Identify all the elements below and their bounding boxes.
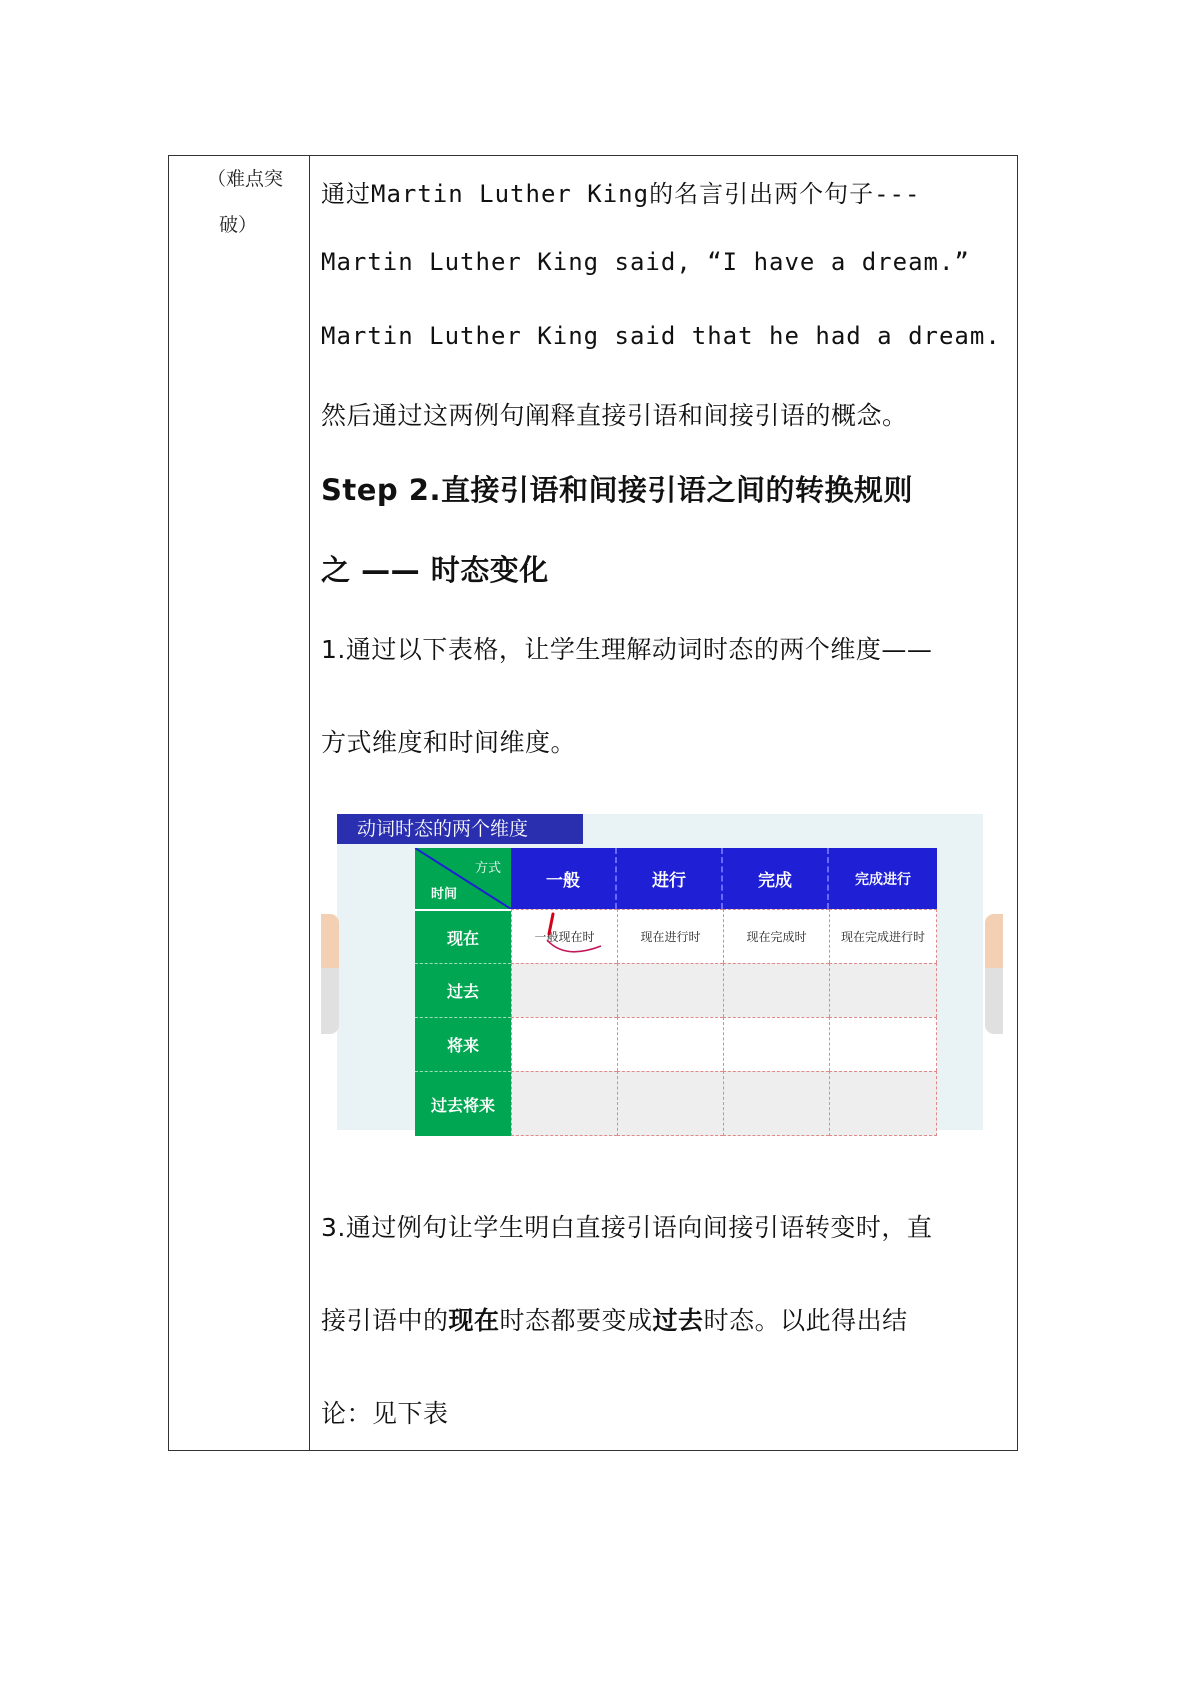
point3-line2 xyxy=(321,1301,908,1337)
step-heading-line2: 之 —— 时态变化 xyxy=(321,553,549,587)
cell-present-progressive: 现在进行时 xyxy=(617,909,723,963)
slide-title: 动词时态的两个维度 xyxy=(337,814,583,844)
cartoon-left-image xyxy=(321,914,339,1034)
point3-text: 时态都要变成 xyxy=(499,1306,653,1335)
concept-explanation: 然后通过这两例句阐释直接引语和间接引语的概念。 xyxy=(321,401,908,430)
cell-empty xyxy=(723,1071,829,1136)
indirect-speech-example: Martin Luther King said that he had a dream. xyxy=(321,322,1001,350)
corner-time-label: 时间 xyxy=(431,887,458,902)
row-header-past-future: 过去将来 xyxy=(415,1071,511,1136)
tense-dimensions-slide xyxy=(321,814,1003,1142)
tense-grid xyxy=(415,848,937,1136)
cell-empty xyxy=(617,963,723,1017)
red-pen-annotation xyxy=(525,910,645,970)
row-header-present: 现在 xyxy=(415,909,511,963)
direct-speech-example: Martin Luther King said, “I have a dream.” xyxy=(321,248,970,276)
column-header-perfect-progressive: 完成进行 xyxy=(829,848,937,909)
emphasis-present: 现在 xyxy=(448,1306,500,1335)
corner-manner-label: 方式 xyxy=(474,861,501,876)
cell-empty xyxy=(723,1017,829,1071)
row-header-past: 过去 xyxy=(415,963,511,1017)
cell-simple-present: 一般现在时 xyxy=(511,909,617,963)
point3-line3: 论：见下表 xyxy=(321,1399,449,1428)
point1-line2: 方式维度和时间维度。 xyxy=(321,728,577,757)
section-label-line1: （难点突 xyxy=(207,168,284,190)
column-header-simple: 一般 xyxy=(511,848,617,909)
column-header-progressive: 进行 xyxy=(617,848,723,909)
point3-line1: 3.通过例句让学生明白直接引语向间接引语转变时，直 xyxy=(321,1213,933,1242)
intro-text: 通过Martin Luther King的名言引出两个句子--- xyxy=(321,180,921,208)
intro-line xyxy=(321,174,920,209)
cartoon-right-image xyxy=(985,914,1003,1034)
cell-empty xyxy=(511,1071,617,1136)
emphasis-past: 过去 xyxy=(652,1306,704,1335)
cell-empty xyxy=(829,1017,937,1071)
cell-empty xyxy=(617,1071,723,1136)
point1-line1: 1.通过以下表格，让学生理解动词时态的两个维度—— xyxy=(321,635,933,664)
point3-text: 接引语中的 xyxy=(321,1306,449,1335)
point3-text: 时态。以此得出结 xyxy=(703,1306,908,1335)
row-header-future: 将来 xyxy=(415,1017,511,1071)
column-header-perfect: 完成 xyxy=(723,848,829,909)
cell-empty xyxy=(511,963,617,1017)
cell-present-perfect-progressive: 现在完成进行时 xyxy=(829,909,937,963)
section-label-line2: 破） xyxy=(219,214,258,236)
label-cell xyxy=(169,156,310,1450)
cell-empty xyxy=(617,1017,723,1071)
cell-empty xyxy=(723,963,829,1017)
step-heading-line1: Step 2.直接引语和间接引语之间的转换规则 xyxy=(321,473,913,507)
cell-empty xyxy=(511,1017,617,1071)
grid-corner xyxy=(415,848,511,909)
document-table xyxy=(168,155,1018,1451)
cell-present-perfect: 现在完成时 xyxy=(723,909,829,963)
cell-empty xyxy=(829,963,937,1017)
cell-empty xyxy=(829,1071,937,1136)
